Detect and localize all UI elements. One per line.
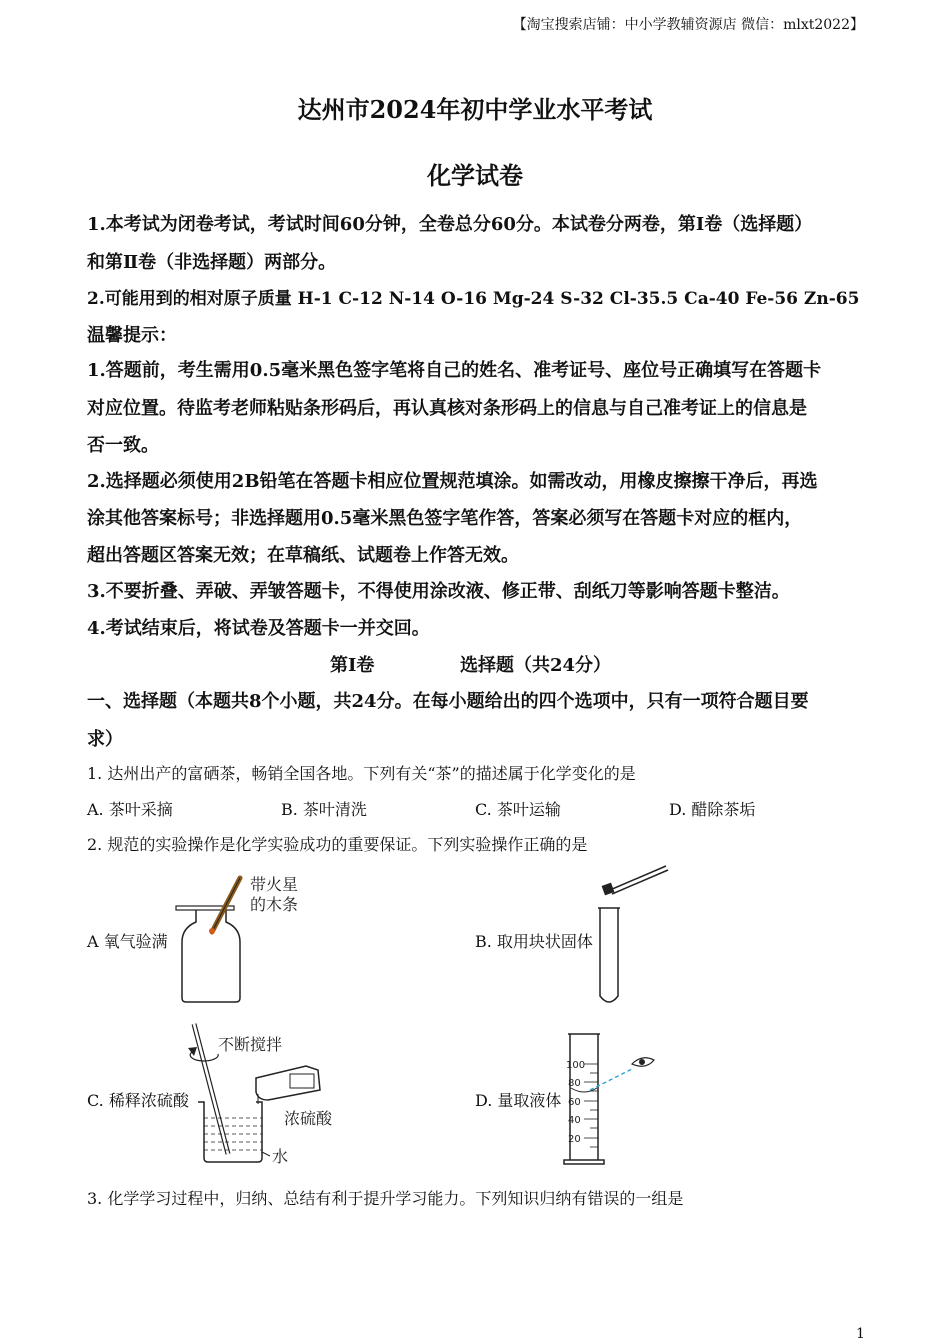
page-number: 1 bbox=[856, 1326, 865, 1342]
tick-label: 60 bbox=[568, 1097, 581, 1108]
tip-line: 2.选择题必须使用2B铅笔在答题卡相应位置规范填涂。如需改动，用橡皮擦擦干净后，再选 bbox=[87, 471, 818, 492]
figure-oxygen-test bbox=[170, 870, 320, 1010]
gas-jar bbox=[182, 910, 240, 1002]
wood-splint-outline bbox=[212, 878, 240, 932]
water-label: 水 bbox=[272, 1147, 289, 1166]
q1-option-a: A. 茶叶采摘 bbox=[87, 800, 173, 819]
figure-solid-in-tube bbox=[590, 860, 680, 1010]
tick-label: 80 bbox=[568, 1078, 581, 1089]
ember bbox=[209, 928, 215, 934]
q1-option-d: D. 醋除茶垢 bbox=[669, 800, 756, 819]
cylinder-base bbox=[564, 1160, 604, 1164]
tip-line: 涂其他答案标号；非选择题用0.5毫米黑色签字笔作答，答案必须写在答题卡对应的框内， bbox=[87, 508, 803, 529]
tick-label: 40 bbox=[568, 1115, 581, 1126]
tip-line: 对应位置。待监考老师粘贴条形码后，再认真核对条形码上的信息与自己准考证上的信息是 bbox=[87, 398, 807, 419]
q2-option-c-label: C. 稀释浓硫酸 bbox=[87, 1091, 189, 1110]
header-note: 【淘宝搜索店铺：中小学教辅资源店 微信：mlxt2022】 bbox=[512, 17, 864, 33]
q1-option-c: C. 茶叶运输 bbox=[475, 800, 561, 819]
section-heading-right: 选择题（共24分） bbox=[460, 655, 612, 676]
instruction-line: 和第Ⅱ卷（非选择题）两部分。 bbox=[87, 252, 337, 273]
instruction-line: 2.可能用到的相对原子质量 H-1 C-12 N-14 O-16 Mg-24 S-32 Cl-35.5 Ca-40 Fe-56 Zn-65 bbox=[87, 289, 860, 309]
splint-label-line2: 的木条 bbox=[250, 895, 299, 914]
tips-heading: 温馨提示： bbox=[87, 325, 177, 346]
q2-option-a-label: A 氧气验满 bbox=[87, 932, 168, 951]
part-heading: 一、选择题（本题共8个小题，共24分。在每小题给出的四个选项中，只有一项符合题目要 bbox=[87, 691, 809, 712]
section-heading-left: 第I卷 bbox=[330, 655, 375, 676]
figure-dilute-acid bbox=[186, 1018, 346, 1170]
acid-label: 浓硫酸 bbox=[284, 1109, 333, 1128]
stir-label: 不断搅拌 bbox=[218, 1035, 283, 1054]
sight-line bbox=[590, 1068, 634, 1090]
tip-line: 4.考试结束后，将试卷及答题卡一并交回。 bbox=[87, 618, 430, 639]
tip-line: 3.不要折叠、弄破、弄皱答题卡，不得使用涂改液、修正带、刮纸刀等影响答题卡整洁。 bbox=[87, 581, 790, 602]
question-2-stem: 2. 规范的实验操作是化学实验成功的重要保证。下列实验操作正确的是 bbox=[87, 835, 588, 854]
tip-line: 否一致。 bbox=[87, 435, 159, 456]
question-1-stem: 1. 达州出产的富硒茶，畅销全国各地。下列有关“茶”的描述属于化学变化的是 bbox=[87, 764, 636, 783]
test-tube bbox=[598, 908, 620, 1002]
figure-graduated-cylinder bbox=[560, 1030, 670, 1170]
tick-label: 100 bbox=[566, 1060, 586, 1071]
tweezers bbox=[610, 866, 666, 890]
part-heading: 求） bbox=[87, 729, 123, 750]
exam-subtitle: 化学试卷 bbox=[427, 161, 523, 190]
splint-label-line1: 带火星 bbox=[250, 875, 299, 894]
exam-title: 达州市2024年初中学业水平考试 bbox=[297, 95, 653, 124]
reagent-bottle bbox=[256, 1066, 320, 1100]
tick-label: 20 bbox=[568, 1134, 581, 1145]
question-3-stem: 3. 化学学习过程中，归纳、总结有利于提升学习能力。下列知识归纳有错误的一组是 bbox=[87, 1189, 684, 1208]
tip-line: 超出答题区答案无效；在草稿纸、试题卷上作答无效。 bbox=[87, 545, 519, 566]
q2-option-b-label: B. 取用块状固体 bbox=[475, 932, 593, 951]
q1-option-b: B. 茶叶清洗 bbox=[281, 800, 367, 819]
instruction-line: 1.本考试为闭卷考试，考试时间60分钟，全卷总分60分。本试卷分两卷，第I卷（选择题） bbox=[87, 214, 813, 235]
q2-option-d-label: D. 量取液体 bbox=[475, 1091, 562, 1110]
tip-line: 1.答题前，考生需用0.5毫米黑色签字笔将自己的姓名、准考证号、座位号正确填写在答题卡 bbox=[87, 360, 822, 381]
